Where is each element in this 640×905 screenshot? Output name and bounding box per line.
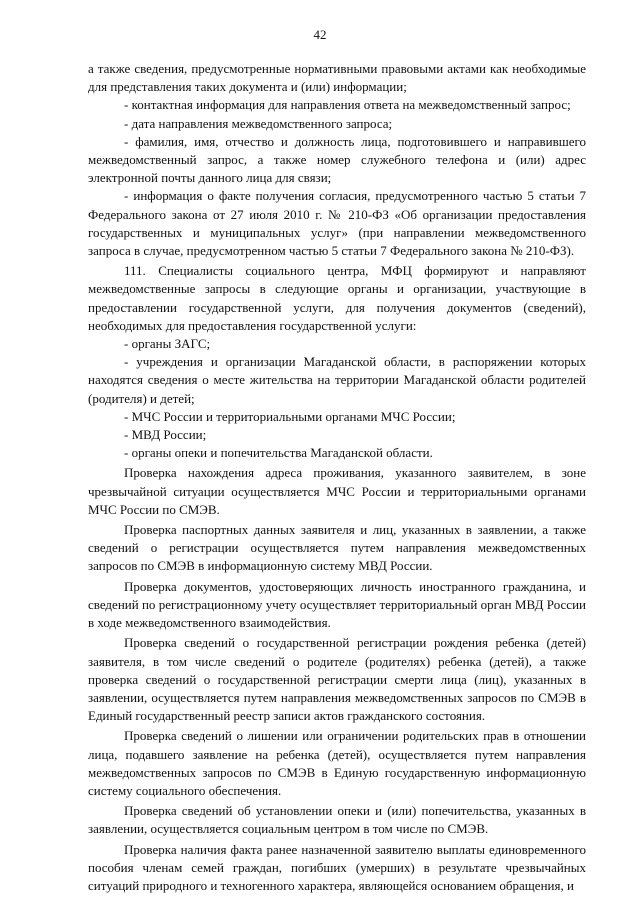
paragraph: Проверка сведений о государственной регистрации рождения ребенка (детей) заявителя, в том числе сведений о родителе (родителях) ребенка (детей), а также проверка сведений о государственной регистрации смерти лица (лиц), указанных в заявлении, осуществляется путем направления межведомственных запросов по СМЭВ в Единый государственный реестр записи актов гражданского состояния.: [88, 635, 586, 724]
list-item: - органы опеки и попечительства Магаданской области.: [124, 445, 433, 461]
body-text: [88, 60, 586, 895]
list-item: - МЧС России и территориальными органами МЧС России;: [124, 408, 456, 424]
list-item: - фамилия, имя, отчество и должность лица, подготовившего и направившего межведомственный запрос, а также номер служебного телефона и (или) адрес электронной почты данного лица для связи;: [88, 133, 586, 186]
paragraph: Проверка документов, удостоверяющих личность иностранного гражданина, и сведений по регистрационному учету осуществляет территориальный орган МВД России в ходе межведомственного взаимодействия.: [88, 578, 586, 631]
list-item: - органы ЗАГС;: [124, 336, 211, 352]
paragraph: а также сведения, предусмотренные нормативными правовыми актами как необходимые для представления таких документа и (или) информации;: [88, 61, 586, 95]
paragraph: Проверка наличия факта ранее назначенной заявителю выплаты единовременного пособия членам семей граждан, погибших (умерших) в результате чрезвычайных ситуаций природного и техногенного характера, являющейся основанием обращения, и: [88, 841, 586, 893]
list-item: - контактная информация для направления ответа на межведомственный запрос;: [124, 97, 571, 113]
page-number: 42: [313, 27, 327, 42]
list-item: - дата направления межведомственного запроса;: [124, 115, 393, 131]
paragraph-111: 111. Специалисты социального центра, МФЦ формируют и направляют межведомственные запросы в следующие органы и организации, участвующие в предоставлении государственной услуги, для получения документов (сведений), необходимых для предоставления государственной услуги:: [88, 263, 586, 333]
list-item: - МВД России;: [124, 427, 207, 443]
paragraph: Проверка сведений об установлении опеки и (или) попечительства, указанных в заявлении, осуществляется социальным центром в том числе по СМЭВ.: [88, 803, 586, 837]
list-item: - учреждения и организации Магаданской области, в распоряжении которых находятся сведения о месте жительства на территории Магаданской области родителей (родителя) и детей;: [88, 354, 586, 406]
list-item: - информация о факте получения согласия, предусмотренного частью 5 статьи 7 Федерального закона от 27 июля 2010 г. № 210-ФЗ «Об организации предоставления государственных и муниципальных услуг» (при направлении межведомственного запроса в случае, предусмотренном частью 5 статьи 7 Федерального закона № 210-ФЗ).: [88, 188, 586, 259]
paragraph: Проверка паспортных данных заявителя и лиц, указанных в заявлении, а также сведений о регистрации осуществляется путем направления межведомственных запросов по СМЭВ в информационную систему МВД России.: [88, 522, 586, 574]
paragraph: Проверка сведений о лишении или ограничении родительских прав в отношении лица, подавшего заявление на ребенка (детей), осуществляется путем направления межведомственных запросов по СМЭВ в Единую государственную информационную систему социального обеспечения.: [88, 728, 586, 798]
paragraph: Проверка нахождения адреса проживания, указанного заявителем, в зоне чрезвычайной ситуации осуществляется МЧС России и территориальными органами МЧС России по СМЭВ.: [88, 465, 586, 517]
